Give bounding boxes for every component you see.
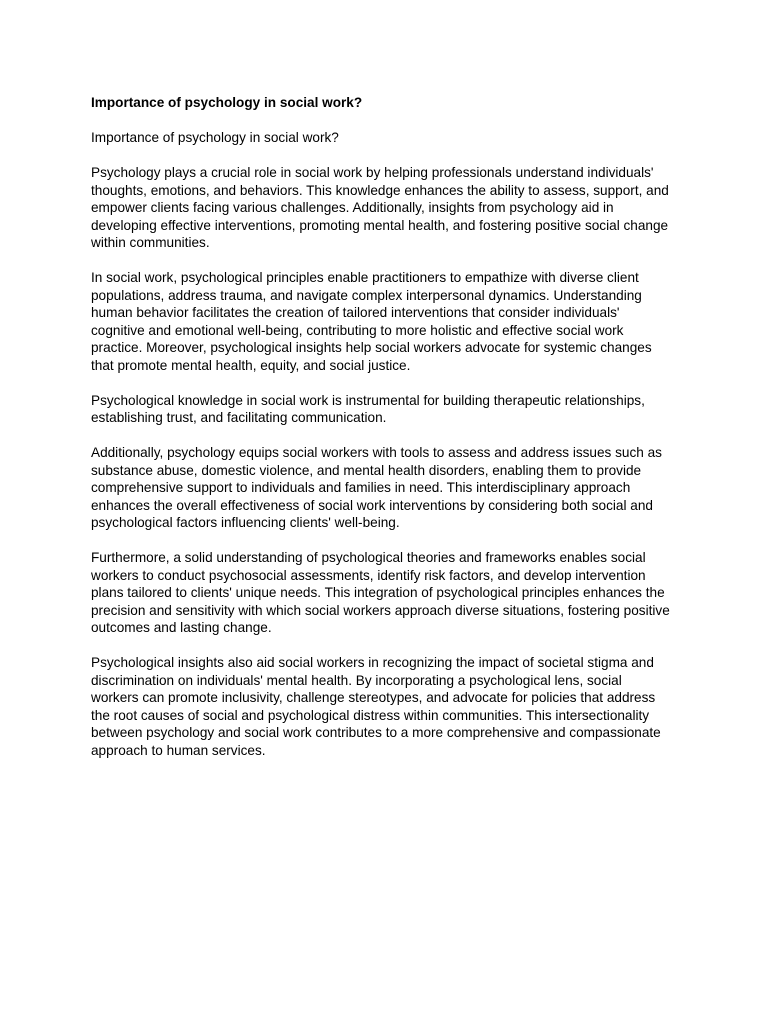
document-title: Importance of psychology in social work? bbox=[91, 95, 363, 110]
paragraph-line: workers to conduct psychosocial assessments, identify risk factors, and develop intervention bbox=[91, 567, 646, 583]
paragraph-line: establishing trust, and facilitating communication. bbox=[91, 410, 387, 425]
paragraph-line: the root causes of social and psychological distress within communities. This intersectionality bbox=[91, 707, 650, 723]
paragraph-line: discrimination on individuals' mental health. By incorporating a psychological lens, social bbox=[91, 672, 622, 688]
paragraph-line: precision and sensitivity with which social workers approach diverse situations, fostering positive bbox=[91, 602, 670, 618]
document-body bbox=[91, 94, 691, 777]
paragraph-line: comprehensive support to individuals and families in need. This interdisciplinary approach bbox=[91, 480, 631, 495]
paragraph-line: approach to human services. bbox=[91, 742, 266, 758]
paragraph-line: Additionally, psychology equips social workers with tools to assess and address issues such as bbox=[91, 445, 662, 460]
paragraph-line: Psychological insights also aid social workers in recognizing the impact of societal stigma and bbox=[91, 655, 654, 670]
paragraph-line: that promote mental health, equity, and social justice. bbox=[91, 357, 411, 373]
paragraph-line: within communities. bbox=[91, 235, 210, 250]
paragraph-1 bbox=[91, 164, 691, 252]
paragraph-line: psychological factors influencing clients' well-being. bbox=[91, 515, 400, 530]
paragraph-line: enhances the overall effectiveness of social work interventions by considering both social and bbox=[91, 497, 653, 513]
paragraph-line: substance abuse, domestic violence, and mental health disorders, enabling them to provide bbox=[91, 462, 642, 478]
paragraph-line: practice. Moreover, psychological insights help social workers advocate for systemic changes bbox=[91, 340, 652, 355]
paragraph-6 bbox=[91, 654, 691, 759]
paragraph-line: plans tailored to clients' unique needs. This integration of psychological principles enhances the bbox=[91, 585, 665, 600]
paragraph-line: human behavior facilitates the creation of tailored interventions that consider individuals' bbox=[91, 305, 620, 320]
paragraph-line: workers can promote inclusivity, challenge stereotypes, and advocate for policies that address bbox=[91, 690, 656, 705]
paragraph-line: thoughts, emotions, and behaviors. This knowledge enhances the ability to assess, support, and bbox=[91, 182, 669, 198]
paragraph-line: between psychology and social work contributes to a more comprehensive and compassionate bbox=[91, 725, 661, 740]
paragraph-line: empower clients facing various challenges. Additionally, insights from psychology aid in bbox=[91, 200, 614, 215]
paragraph-line: In social work, psychological principles enable practitioners to empathize with diverse client bbox=[91, 270, 639, 285]
paragraph-line: outcomes and lasting change. bbox=[91, 620, 272, 635]
paragraph-3 bbox=[91, 392, 691, 427]
paragraph-4 bbox=[91, 444, 691, 532]
paragraph-line: Psychology plays a crucial role in social work by helping professionals understand individuals' bbox=[91, 165, 654, 180]
paragraph-5 bbox=[91, 549, 691, 637]
paragraph-line: Psychological knowledge in social work is instrumental for building therapeutic relationships, bbox=[91, 392, 645, 408]
paragraph-line: cognitive and emotional well-being, contributing to more holistic and effective social work bbox=[91, 322, 624, 338]
paragraph-2 bbox=[91, 269, 691, 374]
paragraph-line: developing effective interventions, promoting mental health, and fostering positive social change bbox=[91, 217, 669, 233]
paragraph-line: Furthermore, a solid understanding of psychological theories and frameworks enables social bbox=[91, 550, 646, 565]
document-subtitle: Importance of psychology in social work? bbox=[91, 130, 339, 145]
paragraph-line: populations, address trauma, and navigate complex interpersonal dynamics. Understanding bbox=[91, 287, 642, 303]
